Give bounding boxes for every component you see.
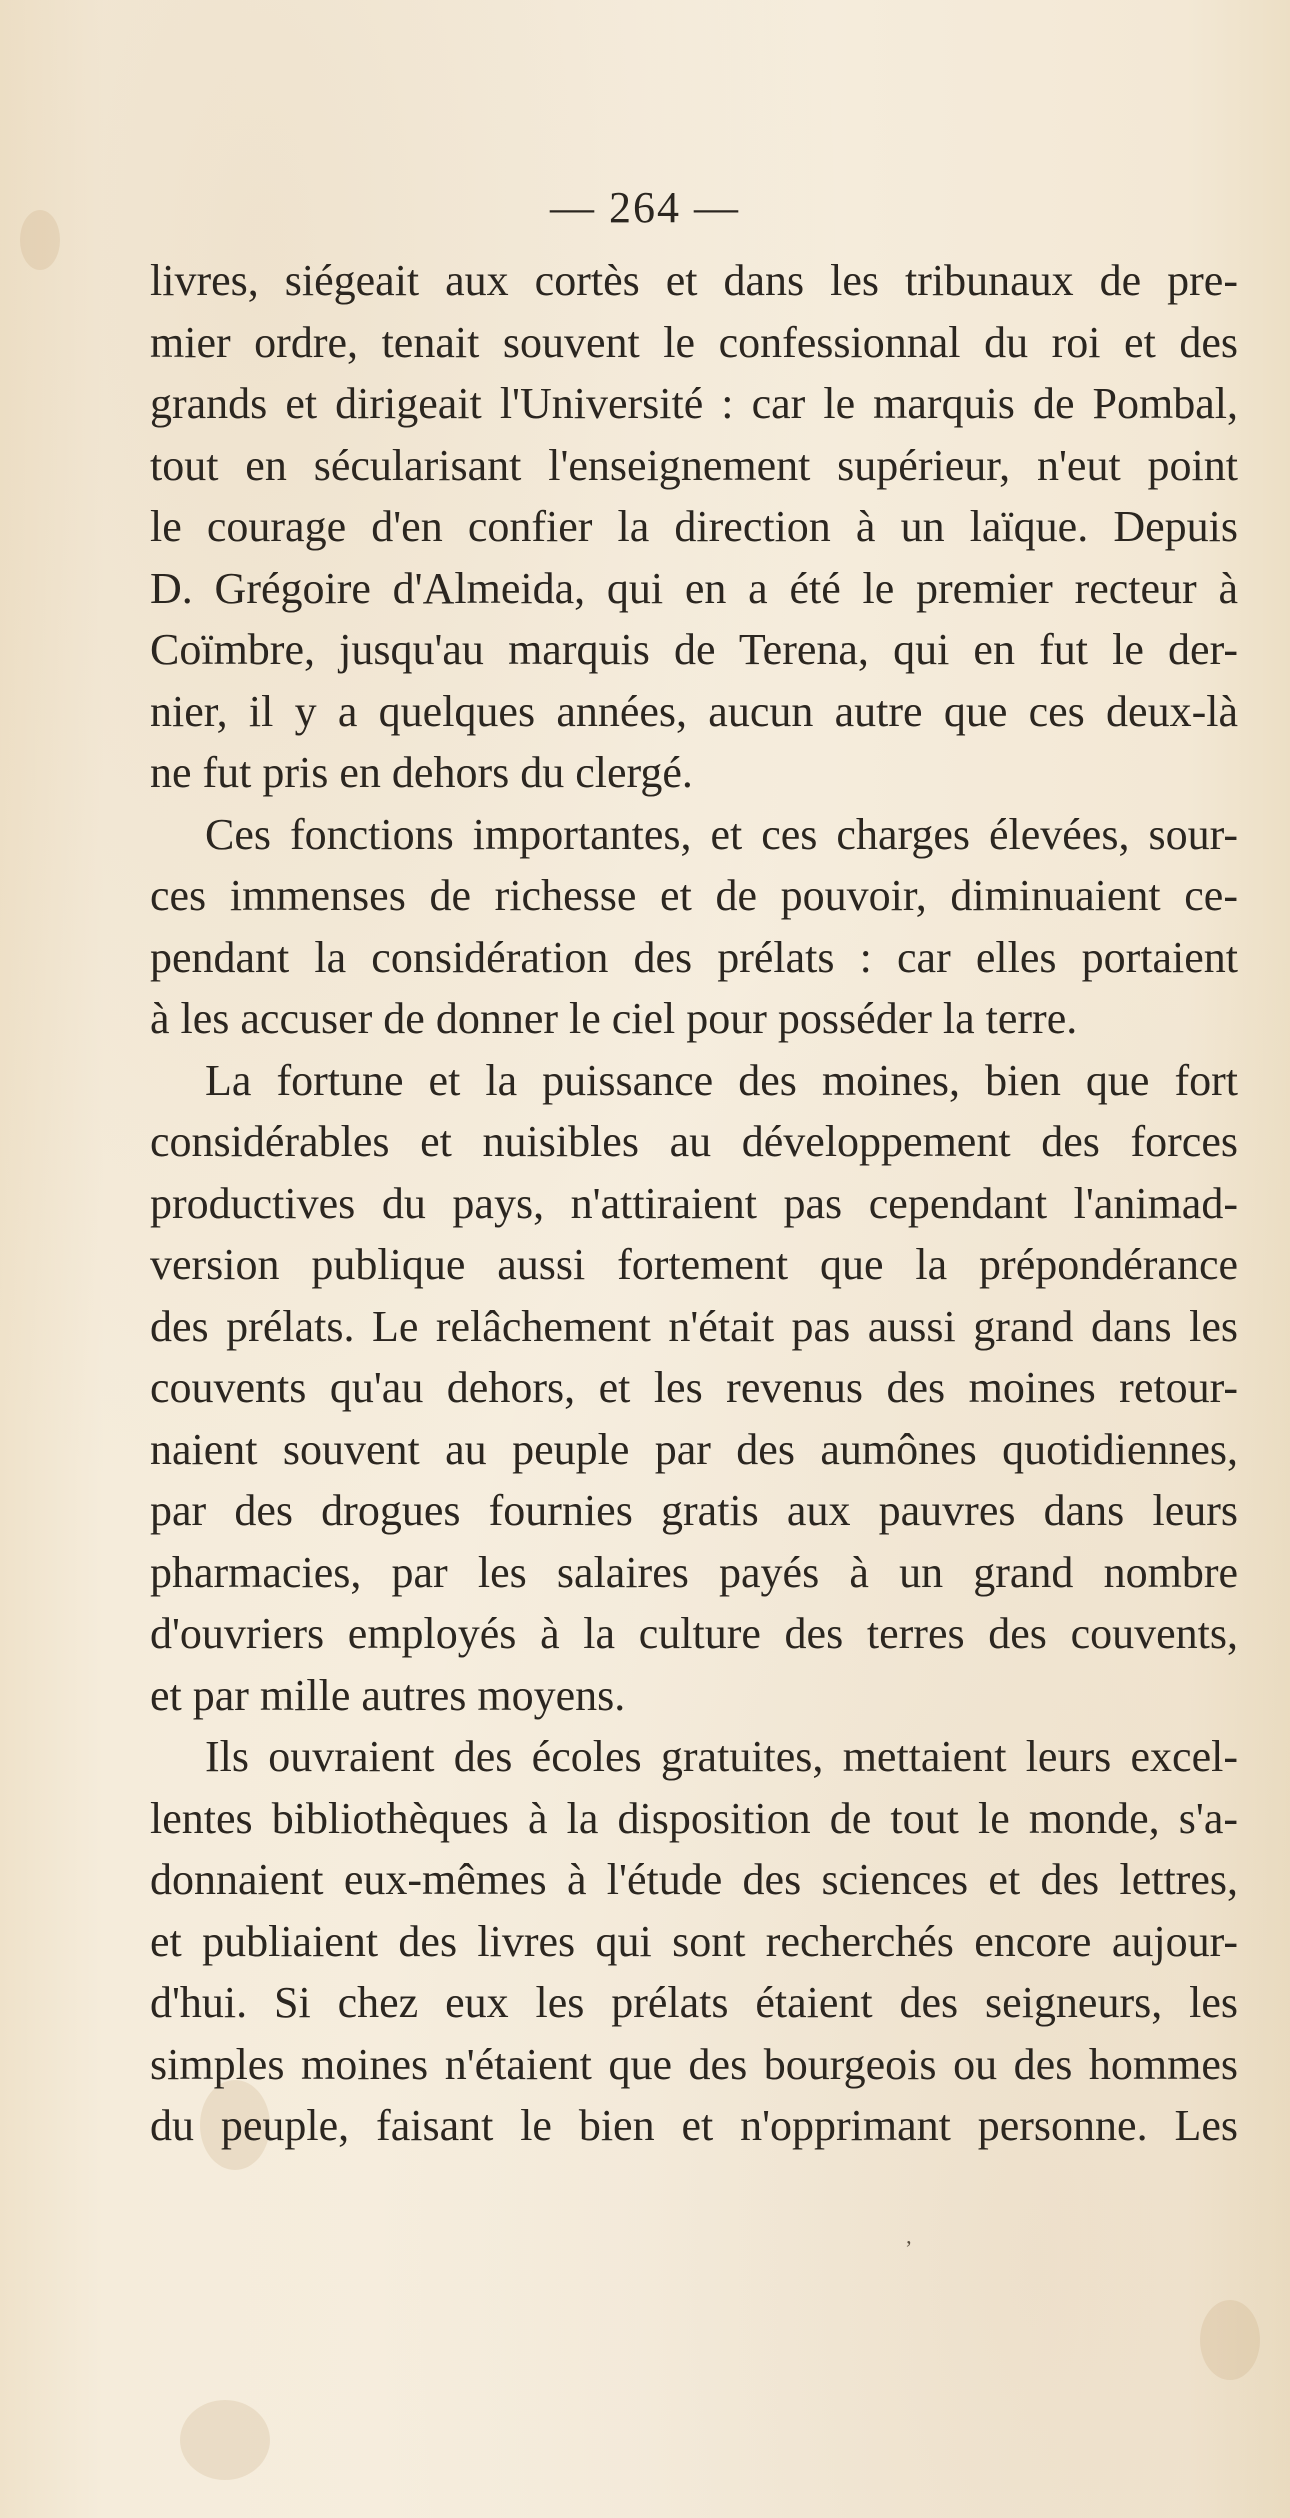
text-line: et publiaient des livres qui sont recherchés encore aujour-: [150, 1916, 1238, 1966]
text-line: version publique aussi fortement que la prépondérance: [150, 1240, 1238, 1289]
text-line: du peuple, faisant le bien et n'opprimant personne. Les: [150, 2101, 1238, 2150]
text-line: par des drogues fournies gratis aux pauvres dans leurs: [150, 1486, 1238, 1535]
text-line: simples moines n'étaient que des bourgeois ou des hommes: [150, 2039, 1238, 2089]
text-line: nier, il y a quelques années, aucun autre que ces deux-là: [150, 686, 1238, 736]
text-line: pharmacies, par les salaires payés à un grand nombre: [150, 1547, 1238, 1597]
text-line: mier ordre, tenait souvent le confessionnal du roi et des: [150, 317, 1238, 367]
text-line: D. Grégoire d'Almeida, qui en a été le premier recteur à: [150, 563, 1238, 613]
text-line: à les accuser de donner le ciel pour posséder la terre.: [150, 994, 1078, 1043]
text-line: ces immenses de richesse et de pouvoir, diminuaient ce-: [150, 871, 1238, 920]
text-line: et par mille autres moyens.: [150, 1670, 626, 1720]
text-line: livres, siégeait aux cortès et dans les tribunaux de pre-: [150, 256, 1238, 305]
text-line: naient souvent au peuple par des aumônes quotidiennes,: [150, 1424, 1238, 1474]
text-line: des prélats. Le relâchement n'était pas aussi grand dans les: [150, 1301, 1238, 1351]
text-line: grands et dirigeait l'Université : car le marquis de Pombal,: [150, 379, 1238, 428]
text-line: pendant la considération des prélats : car elles portaient: [150, 932, 1238, 982]
text-line: ne fut pris en dehors du clergé.: [150, 748, 693, 797]
foxing-spot: [180, 2400, 270, 2480]
text-line: Coïmbre, jusqu'au marquis de Terena, qui en fut le der-: [150, 625, 1238, 674]
body-text: [150, 250, 1238, 2157]
text-line: donnaient eux-mêmes à l'étude des sciences et des lettres,: [150, 1855, 1238, 1904]
text-line: le courage d'en confier la direction à un laïque. Depuis: [150, 502, 1238, 551]
foxing-spot: [1200, 2300, 1260, 2380]
page-number: — 264 —: [550, 183, 740, 232]
text-line: La fortune et la puissance des moines, bien que fort: [205, 1055, 1238, 1105]
text-line: d'ouvriers employés à la culture des terres des couvents,: [150, 1609, 1238, 1658]
text-line: couvents qu'au dehors, et les revenus des moines retour-: [150, 1363, 1238, 1412]
text-line: Ces fonctions importantes, et ces charges élevées, sour-: [205, 809, 1238, 859]
printer-mark: ʼ: [905, 2236, 913, 2261]
text-line: considérables et nuisibles au développement des forces: [150, 1117, 1238, 1166]
text-line: d'hui. Si chez eux les prélats étaient des seigneurs, les: [150, 1978, 1238, 2027]
text-line: productives du pays, n'attiraient pas cependant l'animad-: [150, 1178, 1238, 1228]
text-line: Ils ouvraient des écoles gratuites, mettaient leurs excel-: [205, 1732, 1238, 1781]
text-line: tout en sécularisant l'enseignement supérieur, n'eut point: [150, 440, 1238, 490]
text-line: lentes bibliothèques à la disposition de tout le monde, s'a-: [150, 1793, 1238, 1843]
